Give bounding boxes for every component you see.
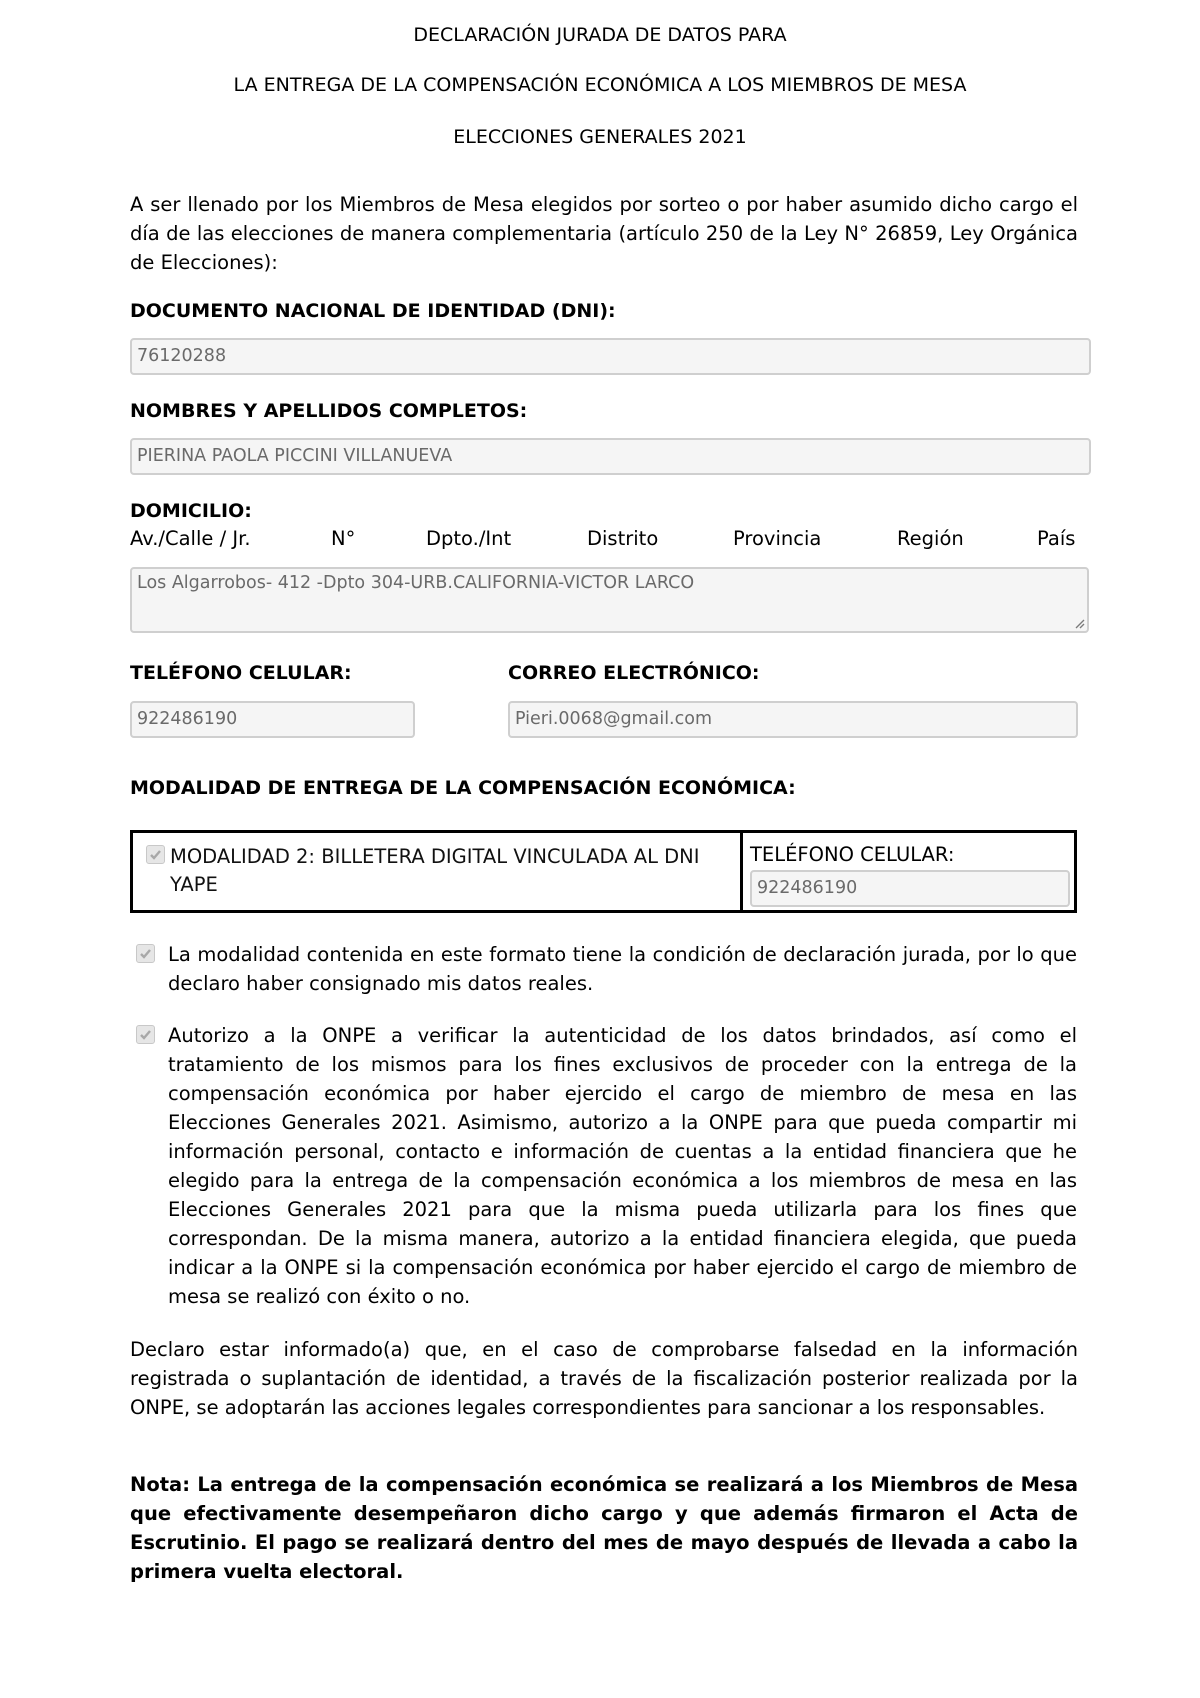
modalidad-label: MODALIDAD DE ENTREGA DE LA COMPENSACIÓN ECONÓMICA:	[130, 777, 796, 799]
domicilio-value: Los Algarrobos- 412 -Dpto 304-URB.CALIFORNIA-VICTOR LARCO	[137, 573, 695, 593]
declaracion-checkbox-2[interactable]	[136, 1025, 155, 1044]
domicilio-column-country: País	[1037, 527, 1076, 550]
domicilio-column-district: Distrito	[587, 527, 659, 550]
nombres-field[interactable]: PIERINA PAOLA PICCINI VILLANUEVA	[130, 438, 1091, 475]
domicilio-column-street: Av./Calle / Jr.	[130, 527, 251, 550]
domicilio-column-number: N°	[331, 527, 356, 550]
nota-paragraph: Nota: La entrega de la compensación económica se realizará a los Miembros de Mesa que efectivamente desempeñaron dicho cargo y que además firmaron el Acta de Escrutinio. El pago se realizará dentro del mes de mayo después de llevada a cabo la primera vuelta electoral.	[130, 1473, 1078, 1583]
declaracion-text-2: Autorizo a la ONPE a verificar la autenticidad de los datos brindados, así como el tratamiento de los mismos para los fines exclusivos de proceder con la entrega de la compensación económica por haber ejercido el cargo de miembro de mesa en las Elecciones Generales 2021. Asimismo, autorizo a la ONPE para que pueda compartir mi información personal, contacto e información de cuentas a la entidad financiera que he elegido para la entrega de la compensación económica a los miembros de mesa en las Elecciones Generales 2021 para que la misma pueda utilizarla para los fines que correspondan. De la misma manera, autorizo a la entidad financiera elegida, que pueda indicar a la ONPE si la compensación económica por haber ejercido el cargo de miembro de mesa se realizó con éxito o no.	[168, 1024, 1077, 1308]
modalidad-phone-label: TELÉFONO CELULAR:	[750, 843, 955, 866]
nombres-label: NOMBRES Y APELLIDOS COMPLETOS:	[130, 400, 528, 422]
domicilio-label: DOMICILIO:	[130, 500, 252, 522]
modalidad-option-text: MODALIDAD 2: BILLETERA DIGITAL VINCULADA AL DNI YAPE	[170, 845, 700, 896]
declaro-paragraph: Declaro estar informado(a) que, en el caso de comprobarse falsedad en la información registrada o suplantación de identidad, a través de la fiscalización posterior realizada por la ONPE, se adoptarán las acciones legales correspondientes para sancionar a los responsables.	[130, 1338, 1078, 1419]
declaracion-checkbox-1[interactable]	[136, 944, 155, 963]
dni-label: DOCUMENTO NACIONAL DE IDENTIDAD (DNI):	[130, 300, 616, 322]
correo-label: CORREO ELECTRÓNICO:	[508, 662, 760, 684]
dni-field[interactable]: 76120288	[130, 338, 1091, 375]
telefono-field[interactable]: 922486190	[130, 701, 415, 738]
intro-paragraph: A ser llenado por los Miembros de Mesa elegidos por sorteo o por haber asumido dicho cargo el día de las elecciones de manera complementaria (artículo 250 de la Ley N° 26859, Ley Orgánica de Elecciones):	[130, 193, 1078, 274]
telefono-label: TELÉFONO CELULAR:	[130, 662, 352, 684]
modalidad-table-divider	[740, 830, 743, 913]
modalidad-phone-field[interactable]: 922486190	[750, 870, 1070, 907]
domicilio-column-province: Provincia	[733, 527, 822, 550]
modalidad-checkbox[interactable]	[146, 845, 165, 864]
check-icon	[149, 848, 162, 861]
declaracion-text-1: La modalidad contenida en este formato tiene la condición de declaración jurada, por lo que declaro haber consignado mis datos reales.	[168, 943, 1077, 995]
domicilio-column-apartment: Dpto./Int	[426, 527, 512, 550]
check-icon	[139, 947, 152, 960]
document-title-line-2: LA ENTREGA DE LA COMPENSACIÓN ECONÓMICA A LOS MIEMBROS DE MESA	[233, 74, 967, 96]
resize-grip-icon[interactable]	[1073, 617, 1085, 629]
correo-field[interactable]: Pieri.0068@gmail.com	[508, 701, 1078, 738]
domicilio-textarea[interactable]	[130, 567, 1089, 633]
domicilio-column-region: Región	[897, 527, 964, 550]
document-title-line-1: DECLARACIÓN JURADA DE DATOS PARA	[413, 24, 787, 46]
check-icon	[139, 1028, 152, 1041]
document-title-line-3: ELECCIONES GENERALES 2021	[453, 126, 747, 148]
